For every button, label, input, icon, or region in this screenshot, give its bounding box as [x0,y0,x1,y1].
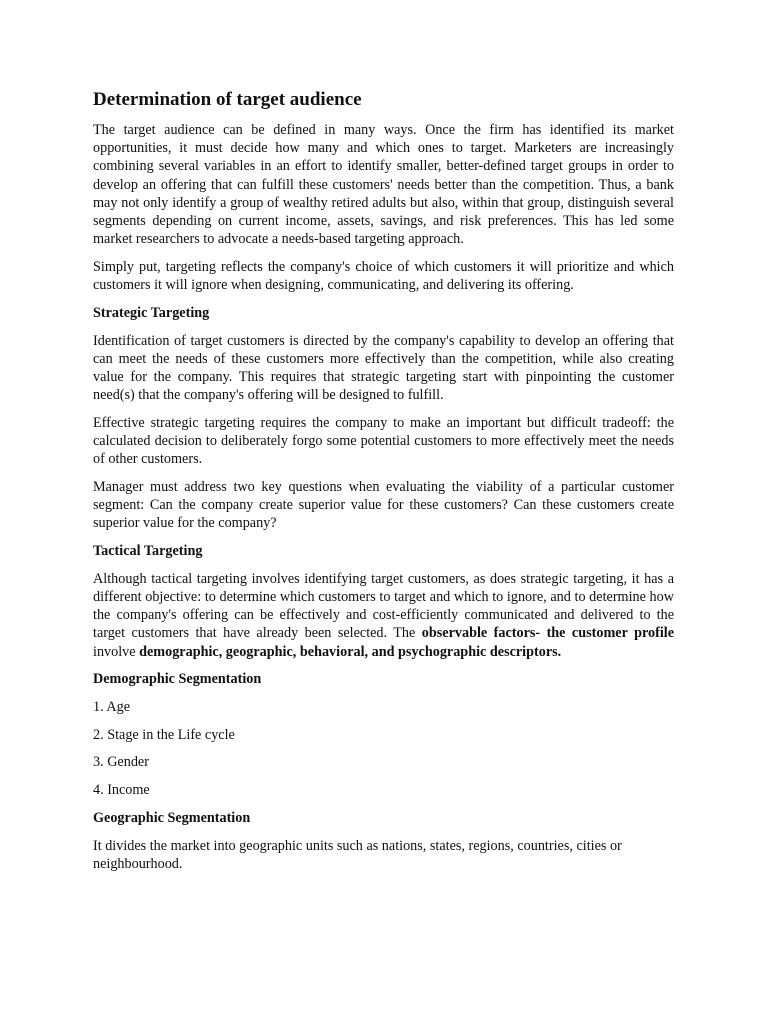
tactical-targeting-heading: Tactical Targeting [93,543,203,560]
strategic-targeting-heading: Strategic Targeting [93,304,210,321]
tactical-connector: involve [93,643,140,660]
strategic-paragraph-2: Effective strategic targeting requires the company to make an important but difficult tradeoff: the calculated decision to deliberately forgo some potential customers to more effectively meet the needs of other customers. [93,414,674,468]
demographic-list-item: 1. Age [93,698,131,715]
tactical-paragraph-1 [93,570,674,661]
geographic-paragraph-1: It divides the market into geographic units such as nations, states, regions, countries, cities or neighbourhood. [93,837,622,872]
demographic-list-item: 3. Gender [93,754,149,771]
descriptors-bold: demographic, geographic, behavioral, and psychographic descriptors. [139,643,562,660]
strategic-paragraph-3: Manager must address two key questions when evaluating the viability of a particular customer segment: Can the company create superior value for these customers? Can these customers create superior value for the company? [93,478,674,532]
observable-factors-bold: observable factors- the customer profile [421,625,674,642]
tactical-text: Although tactical targeting involves identifying target customers, as does strategic targeting, it has a different objective: to determine which customers to target and which to ignore, and to determine how the company's offering can be effectively and cost-efficiently communicated and delivered to the target customers that have already been selected. The [93,570,674,642]
demographic-list-item: 2. Stage in the Life cycle [93,726,235,743]
geographic-segmentation-heading: Geographic Segmentation [93,809,251,826]
demographic-segmentation-heading: Demographic Segmentation [93,671,262,688]
page-title: Determination of target audience [93,89,362,110]
demographic-list-item: 4. Income [93,782,150,799]
intro-paragraph-1: The target audience can be defined in many ways. Once the firm has identified its market opportunities, it must decide how many and which ones to target. Marketers are increasingly combining several variables in an effort to identify smaller, better-defined target groups in order to develop an offering that can fulfill these customers' needs better than the competition. Thus, a bank may not only identify a group of wealthy retired adults but also, within that group, distinguish several segments depending on current income, assets, savings, and risk preferences. This has led some market researchers to advocate a needs-based targeting approach. [93,122,674,248]
intro-paragraph-2: Simply put, targeting reflects the company's choice of which customers it will prioritize and which customers it will ignore when designing, communicating, and delivering its offering. [93,258,674,294]
strategic-paragraph-1: Identification of target customers is directed by the company's capability to develop an offering that can meet the needs of these customers more effectively than the competition, while also creating value for the company. This requires that strategic targeting start with pinpointing the customer need(s) that the company's offering will be designed to fulfill. [93,332,674,404]
